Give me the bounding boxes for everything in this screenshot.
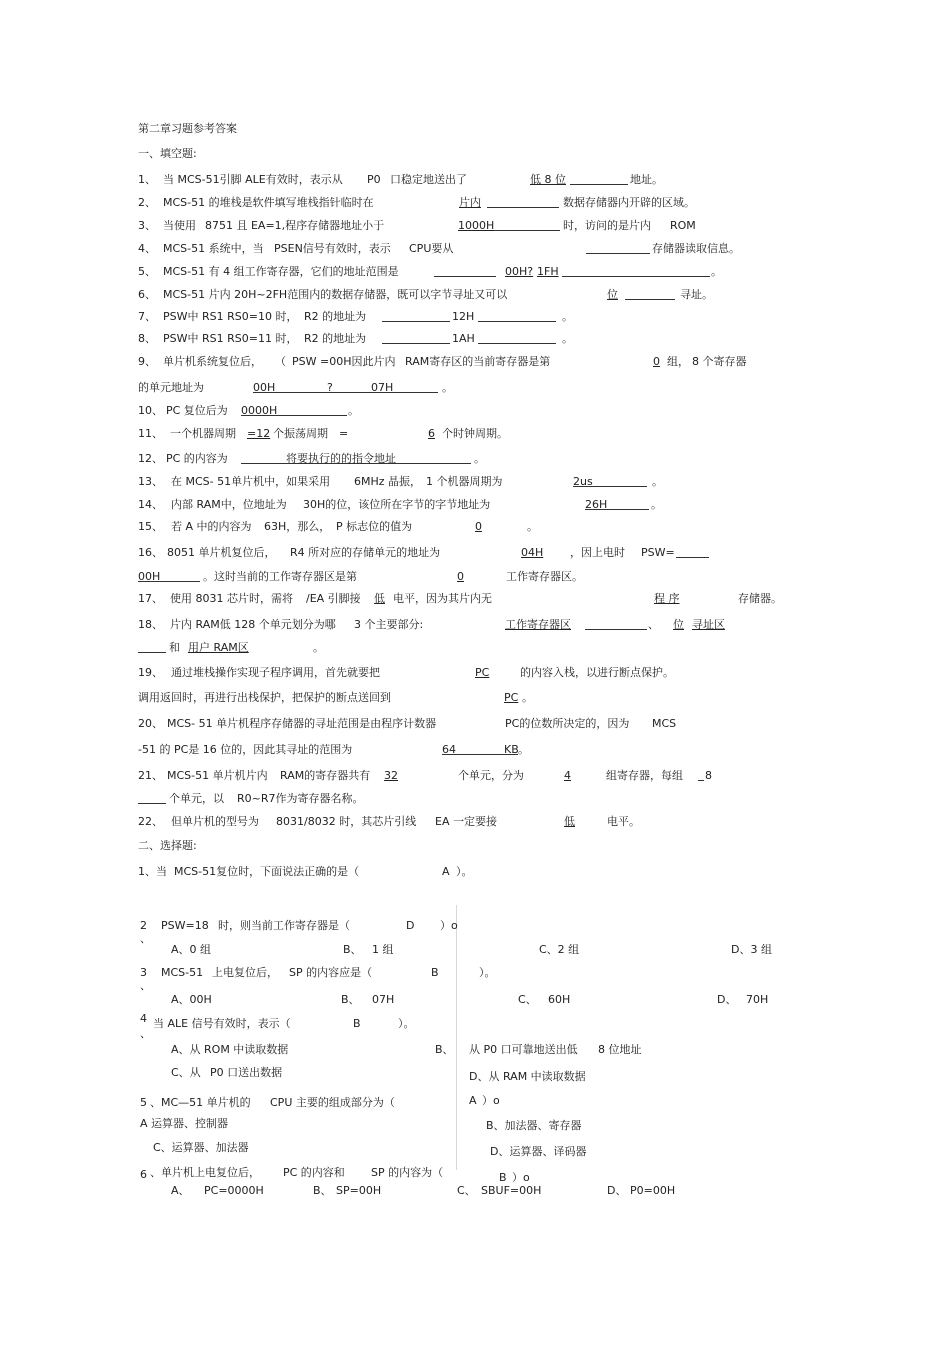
answer: A [442,865,450,878]
q-number: 6、 [138,288,156,301]
q-number: 18、 [138,618,163,631]
option-d-label: D、 [607,1184,627,1197]
answer: 位 [673,618,684,631]
answer: 低 8 位 [530,173,566,186]
q-text: 。 [527,520,538,533]
answer: 1AH [452,332,475,345]
q-text: 的内容入栈，以进行断点保护。 [520,666,674,679]
q-number: 5 [140,1096,147,1109]
q-text: MCS-51 系统中，当 [163,242,264,255]
q-text: 通过堆栈操作实现子程序调用，首先就要把 [171,666,380,679]
answer: 26H [585,498,608,511]
option-a-label: A、 [171,1184,190,1197]
answer: 片内 [459,196,481,209]
q-text: 。 [518,743,529,756]
answer: 寻址区 [692,618,725,631]
q-text: MCS- 51 单片机程序存储器的寻址范围是由程序计数器 [167,717,437,730]
option-b: 07H [372,993,395,1006]
q-text: 片内 RAM低 128 个单元划分为哪 [170,618,336,631]
q-tick: 、 [140,1027,151,1040]
q-text: 、单片机上电复位后， [150,1166,260,1179]
q-text: 3 个主要部分: [354,618,424,631]
q-text: 、 [648,618,659,631]
q-number: 12、 [138,452,163,465]
option-a: A 运算器、控制器 [140,1117,229,1130]
q-text: 个时钟周期。 [442,427,508,440]
answer: 0000H [241,404,278,417]
answer: 2us [573,475,593,488]
q-text: 一个机器周期 [170,427,236,440]
q-number: 16、 [138,546,163,559]
q-text: 但单片机的型号为 [171,815,259,828]
q-text: PSW中 RS1 RS0=11 时， [163,332,298,345]
q-text: 8031/8032 时，其芯片引线 [276,815,417,828]
q-text: 。 [348,404,359,417]
answer: ? [327,381,333,394]
blank-line [586,253,650,254]
q-text: MCS-51 片内 20H~2FH范围内的数据存储器，既可以字节寻址又可以 [163,288,508,301]
q-text: MCS-51 有 4 组工作寄存器，它们的地址范围是 [163,265,399,278]
answer: A [469,1094,477,1107]
q-number: 2 [140,919,147,932]
answer: 64 [442,743,456,756]
answer: 6 [428,427,435,440]
answer: 00H [138,570,161,583]
q-text: P0 [367,173,381,186]
column-divider [456,905,457,1170]
q-text: ）o [482,1094,500,1107]
q-text: MCS-51复位时，下面说法正确的是（ [174,865,360,878]
answer: 07H [371,381,394,394]
q-text: 时，访问的是片内 [563,219,651,232]
answer: 0 [475,520,482,533]
q-text: 当 ALE 信号有效时，表示（ [153,1017,291,1030]
q-text: 电平。 [607,815,640,828]
q-text: 时，则当前工作寄存器是（ [218,919,350,932]
q-text: 8751 且 EA=1,程序存储器地址小于 [205,219,385,232]
answer: 04H [521,546,544,559]
q-text: 。 [651,498,662,511]
option-c-label: C、从 [171,1066,201,1079]
q-text: 1 个机器周期为 [426,475,503,488]
option-d-label: D、 [717,993,737,1006]
answer: 工作寄存器区 [505,618,571,631]
blank-line [698,780,704,781]
answer: B [431,966,439,979]
q-text: 组， [667,355,689,368]
blank-line [241,415,347,416]
q-text: SP 的内容应是（ [289,966,373,979]
option-b-label: B、 [341,993,360,1006]
q-text: 在 MCS- 51单片机中，如果采用 [171,475,331,488]
blank-line [478,321,556,322]
q-text: ，因上电时 [570,546,625,559]
q-text: 单片机系统复位后， [163,355,262,368]
option-b: B、加法器、寄存器 [486,1119,582,1132]
q-text: 寻址。 [680,288,713,301]
q-number: 11、 [138,427,163,440]
q-text: PSW中 RS1 RS0=10 时， [163,310,298,323]
q-text: MCS-51 [161,966,204,979]
q-text: 。 [313,641,324,654]
blank-line [434,276,496,277]
answer: 位 [607,288,618,301]
section-heading-choice: 二、选择题: [138,839,197,852]
option-c: P0 口送出数据 [210,1066,283,1079]
q-text: 和 [169,641,180,654]
blank-line [585,629,647,630]
answer: 00H? [505,265,534,278]
q-text: 上电复位后， [212,966,278,979]
q-text: MCS-51 的堆栈是软件填写堆栈指针临时在 [163,196,374,209]
q-text: 当使用 [163,219,196,232]
blank-line [138,581,200,582]
q-text: 个单元，分为 [458,769,524,782]
answer: =12 [247,427,271,440]
option-a: A、从 ROM 中读取数据 [171,1043,289,1056]
option-c-label: C、 [518,993,537,1006]
q-number: 20、 [138,717,163,730]
q-text: 地址。 [630,173,663,186]
q-text: CPU要从 [409,242,454,255]
q-text: 存储器。 [738,592,782,605]
option-d: D、从 RAM 中读取数据 [469,1070,586,1083]
q-text: R4 所对应的存储单元的地址为 [290,546,441,559]
answer: B [499,1171,507,1184]
answer: 低 [564,815,575,828]
option-a: A、00H [171,993,212,1006]
q-text: PC的位数所决定的，因为 [505,717,630,730]
blank-line [625,299,675,300]
q-number: 8、 [138,332,156,345]
q-text: ）o [440,919,458,932]
q-number: 2、 [138,196,156,209]
q-text: PSEN信号有效时，表示 [274,242,391,255]
q-number: 7、 [138,310,156,323]
q-text: PSW=18 [161,919,209,932]
option-b-label: B、 [343,943,362,956]
q-text: 内部 RAM中，位地址为 [171,498,287,511]
q-text: PC 的内容和 [283,1166,345,1179]
blank-line [562,276,710,277]
q-text: 8051 单片机复位后， [167,546,276,559]
q-number: 13、 [138,475,163,488]
q-text: R0~R7作为寄存器名称。 [237,792,364,805]
option-d: P0=00H [630,1184,676,1197]
option-b-label: B、 [313,1184,332,1197]
q-text: 口稳定地送出了 [390,173,467,186]
q-text: = [339,427,349,440]
option-d: D、运算器、译码器 [490,1145,587,1158]
q-text: /EA 引脚接 [306,592,361,605]
q-text: 8 个寄存器 [692,355,747,368]
blank-line [570,184,628,185]
blank-line [494,230,560,231]
option-b: SP=00H [336,1184,382,1197]
q-text: ）。 [456,865,473,878]
q-text: 数据存储器内开辟的区域。 [563,196,695,209]
blank-line [676,557,709,558]
q-number: 3、 [138,219,156,232]
q-text: ROM [670,219,696,232]
option-a: A、0 组 [171,943,212,956]
q-text: 工作寄存器区。 [506,570,583,583]
answer: 1FH [537,265,559,278]
q-number: 22、 [138,815,163,828]
answer: 用户 RAM区 [188,641,249,654]
q-text: MCS [652,717,677,730]
q-number: 1、当 [138,865,167,878]
blank-line [478,343,556,344]
answer: PC [504,691,519,704]
blank-line [253,392,438,393]
q-number: 21、 [138,769,163,782]
answer: 00H [253,381,276,394]
option-b: 1 组 [372,943,394,956]
q-text: ）。 [398,1017,415,1030]
blank-line [382,321,450,322]
page-title: 第二章习题参考答案 [138,122,237,135]
q-number: 4 [140,1012,147,1025]
q-text: 。这时当前的工作寄存器区是第 [203,570,357,583]
answer: 8 [705,769,712,782]
blank-line [138,652,166,653]
q-text: PC 复位后为 [166,404,228,417]
q-text: 个振荡周期 [273,427,328,440]
q-text: RAM寄存区的当前寄存器是第 [405,355,551,368]
answer: PC [475,666,490,679]
q-text: SP 的内容为（ [371,1166,444,1179]
q-text: 。 [711,265,722,278]
q-number: 6 [140,1168,147,1181]
answer: 程 序 [654,592,680,605]
option-b: 从 P0 口可靠地送出低 [469,1043,578,1056]
q-text: 。 [562,310,573,323]
answer: 0 [653,355,660,368]
blank-line [382,343,450,344]
answer: 32 [384,769,398,782]
option-c-label: C、 [457,1184,476,1197]
q-text: PSW =00H因此片内 [292,355,396,368]
answer: 1000H [458,219,495,232]
blank-line [585,509,649,510]
q-text: CPU 主要的组成部分为（ [270,1096,395,1109]
q-text: 。 [562,332,573,345]
q-number: 4、 [138,242,156,255]
q-text: PC 的内容为 [166,452,228,465]
option-c: C、运算器、加法器 [153,1141,249,1154]
q-text: 的单元地址为 [138,381,204,394]
option-c: SBUF=00H [481,1184,542,1197]
answer: 低 [374,592,385,605]
q-text: 6MHz 晶振， [354,475,422,488]
q-text: （ [275,355,286,368]
q-text: MCS-51 单片机片内 [167,769,268,782]
q-number: 14、 [138,498,163,511]
q-number: 19、 [138,666,163,679]
option-d: 70H [746,993,769,1006]
q-text: PSW= [641,546,675,559]
q-text: 。 [522,691,533,704]
q-text: 存储器读取信息。 [652,242,740,255]
option-c: 60H [548,993,571,1006]
q-text: 组寄存器，每组 [606,769,683,782]
q-text: 。 [442,381,453,394]
option-b: 8 位地址 [598,1043,642,1056]
q-number: 10、 [138,404,163,417]
q-text: 电平，因为其片内无 [393,592,492,605]
q-text: 30H的位，该位所在字节的字节地址为 [303,498,491,511]
q-text: ）o [512,1171,530,1184]
q-number: 17、 [138,592,163,605]
q-tick: 、 [140,932,151,945]
q-number: 9、 [138,355,156,368]
q-text: RAM的寄存器共有 [280,769,371,782]
answer: 4 [564,769,571,782]
q-text: 个单元，以 [169,792,224,805]
q-text: ）。 [479,966,496,979]
option-a: PC=0000H [204,1184,264,1197]
q-text: 若 A 中的内容为 [171,520,252,533]
answer: B [353,1017,361,1030]
q-text: P 标志位的值为 [336,520,413,533]
q-text: 。 [652,475,663,488]
q-text: R2 的地址为 [304,332,367,345]
q-text: 、MC—51 单片机的 [150,1096,251,1109]
q-text: 63H，那么， [264,520,331,533]
q-tick: 、 [140,979,151,992]
q-text: -51 的 PC是 16 位的，因此其寻址的范围为 [138,743,353,756]
answer: KB [504,743,519,756]
q-number: 3 [140,966,147,979]
q-number: 1、 [138,173,156,186]
q-text: EA 一定要接 [435,815,497,828]
q-number: 5、 [138,265,156,278]
blank-line [573,486,647,487]
blank-line [138,803,166,804]
q-text: 调用返回时，再进行出栈保护，把保护的断点送回到 [138,691,391,704]
q-number: 15、 [138,520,163,533]
option-d: D、3 组 [731,943,772,956]
q-text: R2 的地址为 [304,310,367,323]
q-text: 当 MCS-51引脚 ALE有效时，表示从 [163,173,343,186]
answer: 0 [457,570,464,583]
option-b-label: B、 [435,1043,454,1056]
answer: 将要执行的的指令地址 [286,452,396,465]
answer: 12H [452,310,475,323]
option-c: C、2 组 [539,943,580,956]
blank-line [487,207,559,208]
answer: D [406,919,415,932]
section-heading-fill: 一、填空题: [138,147,197,160]
q-text: 。 [474,452,485,465]
q-text: 使用 8031 芯片时，需将 [170,592,293,605]
